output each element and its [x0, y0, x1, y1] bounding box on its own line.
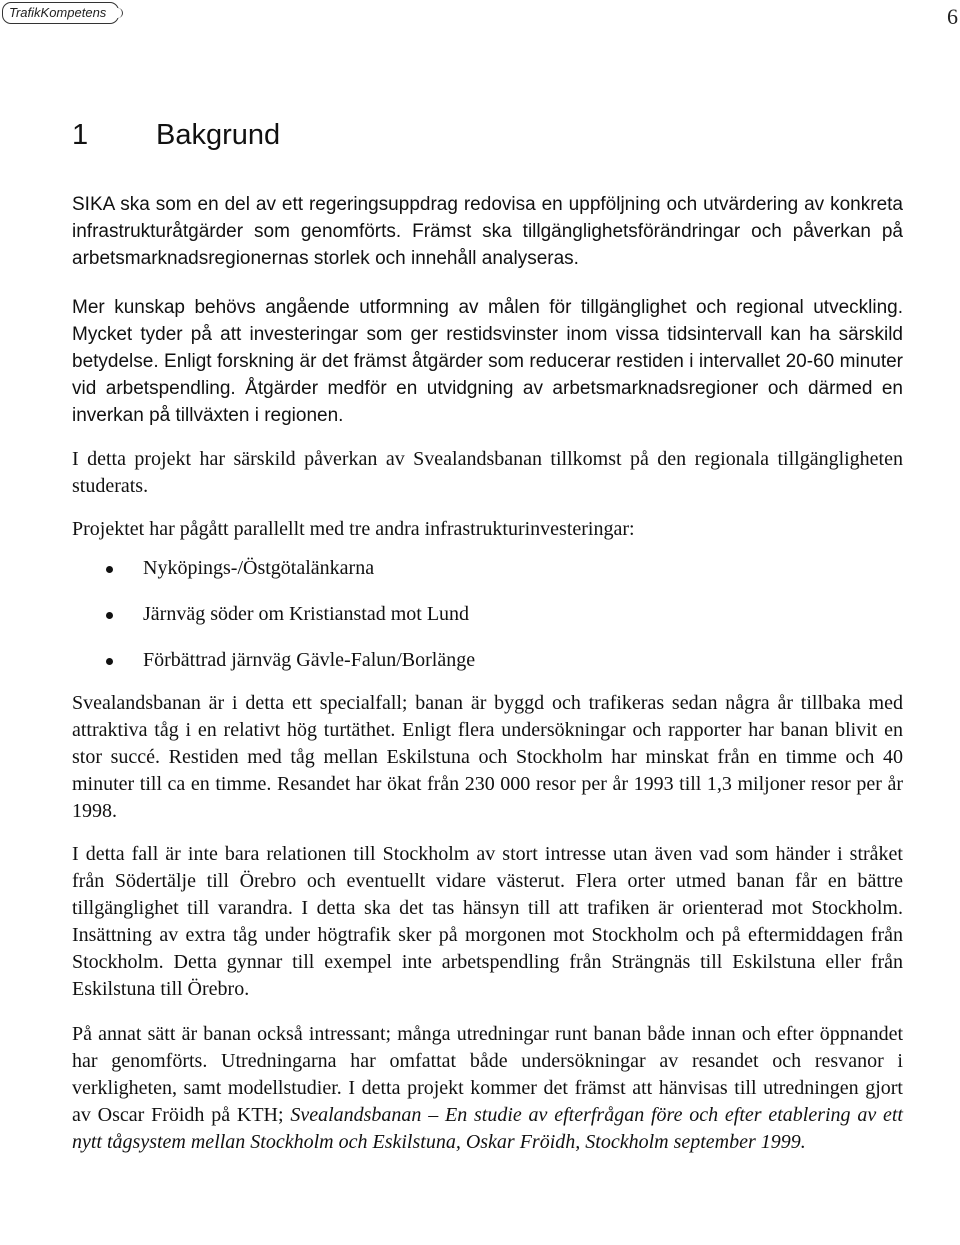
- section-heading: [72, 119, 280, 152]
- bullet-icon: [106, 612, 113, 619]
- list-item-label: Järnväg söder om Kristianstad mot Lund: [143, 603, 470, 625]
- list-item: [72, 647, 903, 674]
- list-item: [72, 555, 903, 582]
- paragraph-parallel: Projektet har pågått parallellt med tre andra infrastrukturinvesteringar:: [72, 518, 635, 540]
- section-number: 1: [72, 119, 89, 151]
- trafikkompetens-logo: [2, 2, 119, 24]
- paragraph-annat: [72, 1021, 903, 1156]
- list-item-label: Nyköpings-/Östgötalänkarna: [143, 557, 375, 579]
- paragraph-fall: I detta fall är inte bara relationen till Stockholm av stort intresse utan även vad som händer i stråket från Södertälje till Örebro och eventuellt vidare västerut. Flera orter utmed banan får en bättre tillgänglighet till varandra. I detta ska det tas hänsyn till att trafiken är orienterad mot Stockholm. Insättning av extra tåg under högtrafik sker på morgonen mot Stockholm och på eftermiddagen från Stockholm. Detta gynnar till exempel inte arbetspendling från Strängnäs till Eskilstuna eller från Eskilstuna till Örebro.: [72, 843, 903, 1000]
- page-number: 6: [947, 4, 958, 29]
- list-item-label: Förbättrad järnväg Gävle-Falun/Borlänge: [143, 649, 476, 671]
- list-item: [72, 601, 903, 628]
- document-body: [72, 191, 903, 1175]
- logo-text: TrafikKompetens: [9, 5, 107, 20]
- investment-list: [72, 555, 903, 674]
- paragraph-intro: SIKA ska som en del av ett regeringsuppdrag redovisa en uppföljning och utvärdering av konkreta infrastrukturåtgärder som genomförts. Främst ska tillgänglighetsförändringar och påverkan på arbetsmarknadsregionernas storlek och innehåll analyseras.: [72, 194, 903, 269]
- paragraph-annat-text: På annat sätt är banan också intressant; många utredningar runt banan både innan och efter öppnandet har genomförts. Utredningarna har omfattat både undersökningar av resandet och resvanor i verkligheten, samt modellstudier. I detta projekt kommer det främst att hänvisas till utredningen gjort av Oscar Fröidh på KTH;: [72, 1023, 903, 1126]
- bullet-icon: [106, 658, 113, 665]
- paragraph-kunskap: Mer kunskap behövs angående utformning av målen för tillgänglighet och regional utveckling. Mycket tyder på att investeringar som ger restidsvinster inom vissa tidsintervall kan ha särskild betydelse. Enligt forskning är det främst åtgärder som reducerar restiden i intervallet 20-60 minuter vid arbetspendling. Åtgärder medför en utvidgning av arbetsmarknadsregioner och därmed en inverkan på tillväxten i regionen.: [72, 297, 903, 426]
- section-title: Bakgrund: [156, 119, 281, 151]
- reference-citation: Svealandsbanan – En studie av efterfrågan före och efter etablering av ett nytt tågsystem mellan Stockholm och Eskilstuna, Oskar Fröidh, Stockholm september 1999.: [72, 1104, 903, 1153]
- paragraph-svealandsbanan: Svealandsbanan är i detta ett specialfall; banan är byggd och trafikeras sedan några år tillbaka med attraktiva tåg i en relativt hög turtäthet. Enligt flera undersökningar och rapporter har banan blivit en stor succé. Restiden med tåg mellan Eskilstuna och Stockholm har minskat från en timme och 40 minuter till ca en timme. Resandet har ökat från 230 000 resor per år 1993 till 1,3 miljoner resor per år 1998.: [72, 692, 903, 822]
- bullet-icon: [106, 566, 113, 573]
- paragraph-projekt: I detta projekt har särskild påverkan av Svealandsbanan tillkomst på den regionala tillgängligheten studerats.: [72, 448, 903, 497]
